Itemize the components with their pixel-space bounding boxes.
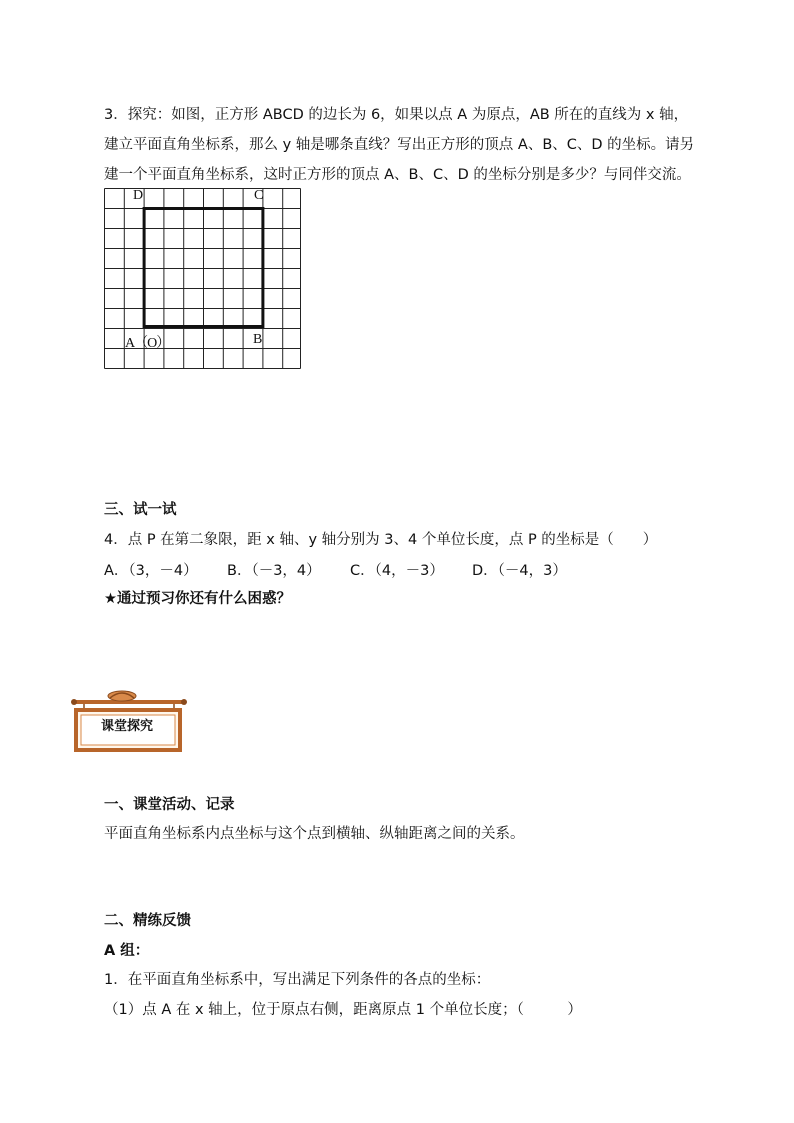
- q4-option-b: B．（－3，4）: [227, 563, 321, 579]
- section-heading-try: 三、试一试: [104, 502, 177, 518]
- practice-q1: 1．在平面直角坐标系中，写出满足下列条件的各点的坐标：: [104, 972, 491, 988]
- activity-heading: 一、课堂活动、记录: [104, 797, 235, 813]
- q4-option-a: A．（3，－4）: [104, 563, 198, 579]
- reflection-prompt: ★通过预习你还有什么困惑？: [104, 591, 291, 607]
- q4-option-c: C．（4，－3）: [350, 563, 444, 579]
- q4-text: 4．点 P 在第二象限，距 x 轴、y 轴分别为 3、4 个单位长度，点 P 的坐标是（ ）: [104, 532, 658, 548]
- q3-line-3: 建一个平面直角坐标系，这时正方形的顶点 A、B、C、D 的坐标分别是多少？与同伴交流。: [104, 167, 691, 183]
- practice-q1-part1: （1）点 A 在 x 轴上，位于原点右侧，距离原点 1 个单位长度；（ ）: [104, 1002, 582, 1018]
- banner-label: 课堂探究: [100, 719, 153, 734]
- vertex-label-a-origin: A（O）: [125, 336, 170, 351]
- practice-group-a: A 组：: [104, 943, 150, 959]
- practice-heading: 二、精练反馈: [104, 913, 191, 929]
- q3-line-1: 3．探究：如图，正方形 ABCD 的边长为 6，如果以点 A 为原点，AB 所在的直线为 x 轴，: [104, 107, 689, 123]
- q3-line-2: 建立平面直角坐标系，那么 y 轴是哪条直线？写出正方形的顶点 A、B、C、D 的坐标。请另: [104, 137, 695, 153]
- activity-text: 平面直角坐标系内点坐标与这个点到横轴、纵轴距离之间的关系。: [104, 826, 525, 842]
- vertex-label-c: C: [254, 188, 264, 203]
- vertex-label-d: D: [133, 188, 144, 203]
- q4-option-d: D．（－4，3）: [472, 563, 567, 579]
- vertex-label-b: B: [253, 332, 263, 347]
